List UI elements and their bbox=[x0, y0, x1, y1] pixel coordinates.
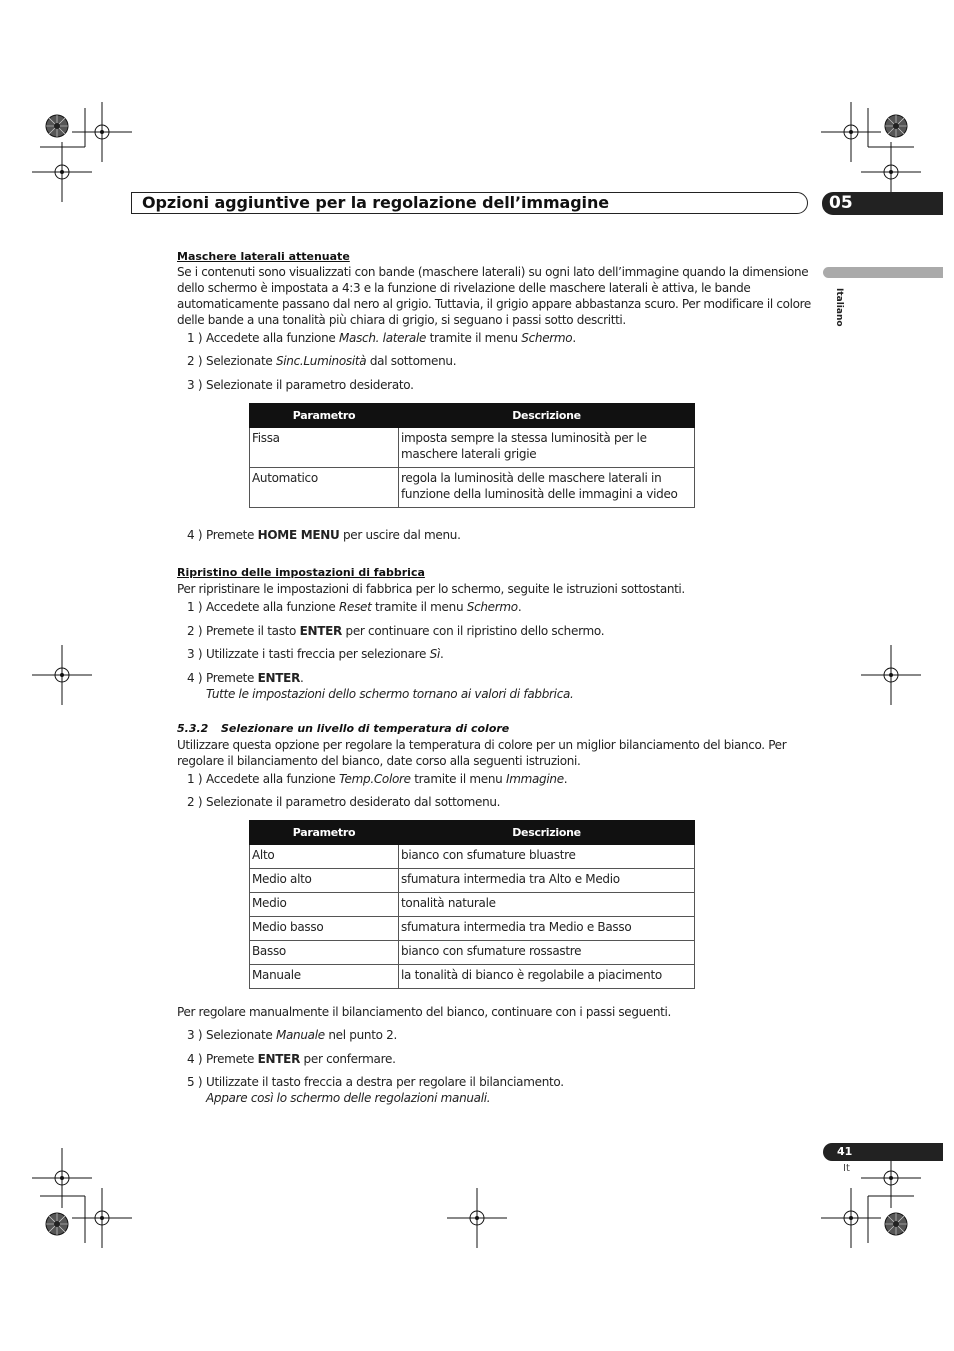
step-item: 5 ) Utilizzate il tasto freccia a destra per regolare il bilanciamento. Appare così lo schermo delle regolazioni manuali. bbox=[187, 1075, 564, 1105]
subsection-title: Selezionare un livello di temperatura di colore bbox=[221, 722, 510, 735]
table-cell: Automatico bbox=[250, 468, 399, 508]
table-cell: regola la luminosità delle maschere laterali in funzione della luminosità delle immagini a video bbox=[399, 468, 695, 508]
table-cell: Fissa bbox=[250, 428, 399, 468]
page-number-tab: 41 bbox=[823, 1143, 943, 1161]
step-item: 4 ) Premete ENTER. Tutte le impostazioni dello schermo tornano ai valori di fabbrica. bbox=[187, 671, 574, 701]
step-item: 1 ) Accedete alla funzione Temp.Colore tramite il menu Immagine. bbox=[187, 772, 568, 786]
table-cell: Alto bbox=[250, 845, 399, 869]
table-row bbox=[250, 917, 695, 941]
table-cell: Medio bbox=[250, 893, 399, 917]
manual-adjust-intro: Per regolare manualmente il bilanciamento del bianco, continuare con i passi seguenti. bbox=[177, 1005, 671, 1019]
table-header-cell: Descrizione bbox=[399, 821, 695, 845]
table-cell: Manuale bbox=[250, 965, 399, 989]
step-result-note: Appare così lo schermo delle regolazioni manuali. bbox=[206, 1091, 491, 1105]
chapter-title: Opzioni aggiuntive per la regolazione dell’immagine bbox=[142, 193, 609, 212]
table-row bbox=[250, 965, 695, 989]
table-row bbox=[250, 428, 695, 468]
table-row bbox=[250, 468, 695, 508]
step-item: 3 ) Selezionate Manuale nel punto 2. bbox=[187, 1028, 398, 1042]
table-cell: la tonalità di bianco è regolabile a piacimento bbox=[399, 965, 695, 989]
subsection-heading bbox=[177, 722, 509, 735]
step-item: 3 ) Selezionate il parametro desiderato. bbox=[187, 378, 414, 392]
subsection-number: 5.3.2 bbox=[177, 722, 209, 735]
page-language-code: It bbox=[843, 1163, 850, 1174]
table-row bbox=[250, 941, 695, 965]
step-item: 2 ) Selezionate Sinc.Luminosità dal sottomenu. bbox=[187, 354, 457, 368]
section-intro-ripristino: Per ripristinare le impostazioni di fabbrica per lo schermo, seguite le istruzioni sottostanti. bbox=[177, 582, 685, 596]
step-item: 2 ) Premete il tasto ENTER per continuare con il ripristino dello schermo. bbox=[187, 624, 605, 638]
table-cell: Medio alto bbox=[250, 869, 399, 893]
step-result-note: Tutte le impostazioni dello schermo tornano ai valori di fabbrica. bbox=[206, 687, 574, 701]
section-heading-ripristino: Ripristino delle impostazioni di fabbrica bbox=[177, 566, 425, 579]
table-header-cell: Parametro bbox=[250, 821, 399, 845]
table-header-row bbox=[250, 404, 695, 428]
table-cell: tonalità naturale bbox=[399, 893, 695, 917]
table-cell: bianco con sfumature rossastre bbox=[399, 941, 695, 965]
table-row bbox=[250, 845, 695, 869]
step-item: 1 ) Accedete alla funzione Masch. laterale tramite il menu Schermo. bbox=[187, 331, 576, 345]
step-item: 1 ) Accedete alla funzione Reset tramite il menu Schermo. bbox=[187, 600, 522, 614]
language-tab bbox=[823, 267, 943, 278]
language-label: Italiano bbox=[834, 288, 844, 327]
table-cell: sfumatura intermedia tra Medio e Basso bbox=[399, 917, 695, 941]
table-header-cell: Descrizione bbox=[399, 404, 695, 428]
table-row bbox=[250, 869, 695, 893]
table-cell: bianco con sfumature bluastre bbox=[399, 845, 695, 869]
section-intro-maschere: Se i contenuti sono visualizzati con bande (maschere laterali) su ogni lato dell’immagine quando la dimensione dello schermo è impostata a 4:3 e la funzione di rivelazione delle maschere laterali è attiva, le bande automaticamente passano dal nero al grigio. Tuttavia, il grigio appare abbastanza scuro. Per modificare il colore delle bande a una tonalità più chiara di grigio, si seguano i passi sotto descritti. bbox=[177, 265, 811, 327]
table-header-cell: Parametro bbox=[250, 404, 399, 428]
table-cell: Medio basso bbox=[250, 917, 399, 941]
step-item: 4 ) Premete ENTER per confermare. bbox=[187, 1052, 396, 1066]
brightness-parameter-table bbox=[249, 403, 695, 508]
step-item: 2 ) Selezionate il parametro desiderato dal sottomenu. bbox=[187, 795, 501, 809]
table-cell: Basso bbox=[250, 941, 399, 965]
step-item: 4 ) Premete HOME MENU per uscire dal menu. bbox=[187, 528, 461, 542]
table-cell: imposta sempre la stessa luminosità per le maschere laterali grigie bbox=[399, 428, 695, 468]
color-temperature-table bbox=[249, 820, 695, 989]
table-cell: sfumatura intermedia tra Alto e Medio bbox=[399, 869, 695, 893]
section-intro-temperatura: Utilizzare questa opzione per regolare la temperatura di colore per un miglior bilanciamento del bianco. Per regolare il bilanciamento del bianco, date corso alla seguenti istruzioni. bbox=[177, 738, 787, 768]
section-heading-maschere: Maschere laterali attenuate bbox=[177, 250, 350, 263]
table-header-row bbox=[250, 821, 695, 845]
chapter-number-tab: 05 bbox=[822, 192, 943, 215]
step-item: 3 ) Utilizzate i tasti freccia per selezionare Sì. bbox=[187, 647, 444, 661]
table-row bbox=[250, 893, 695, 917]
